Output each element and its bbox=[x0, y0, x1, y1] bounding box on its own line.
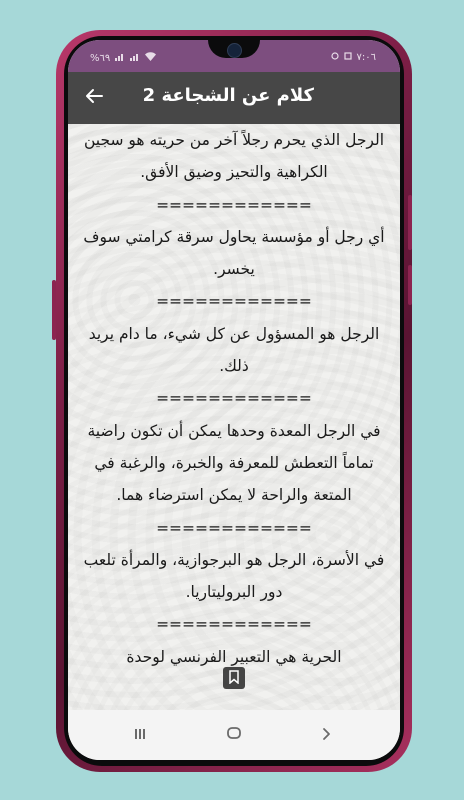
bookmark-icon bbox=[228, 669, 240, 688]
notification-icon bbox=[331, 52, 339, 63]
quotes-content[interactable] bbox=[68, 124, 400, 710]
notification-icon-2 bbox=[344, 52, 352, 63]
separator: ============ bbox=[156, 389, 312, 408]
side-button-left bbox=[52, 280, 56, 340]
back-button[interactable] bbox=[78, 82, 110, 114]
battery-percent: %٦٩ bbox=[90, 52, 111, 64]
nav-back-button[interactable] bbox=[312, 722, 340, 748]
page-title: كلام عن الشجاعة 2 bbox=[142, 85, 314, 106]
quote-text: الرجل الذي يحرم رجلاً آخر من حريته هو سجين الكراهية والتحيز وضيق الأفق. bbox=[83, 131, 385, 182]
status-time-area bbox=[331, 52, 376, 63]
recents-button[interactable] bbox=[126, 722, 154, 748]
chevron-back-icon bbox=[320, 726, 332, 745]
quote-text: أي رجل أو مؤسسة يحاول سرقة كرامتي سوف يخسر. bbox=[83, 227, 385, 279]
power-button bbox=[408, 265, 412, 305]
separator: ============ bbox=[156, 292, 312, 311]
separator: ============ bbox=[156, 518, 312, 537]
volume-button bbox=[408, 195, 412, 250]
arrow-left-icon bbox=[85, 88, 103, 108]
system-nav-bar bbox=[68, 710, 400, 760]
screen bbox=[68, 40, 400, 760]
quote-text: الرجل هو المسؤول عن كل شيء، ما دام يريد ذلك. bbox=[88, 324, 380, 376]
signal-icon-2 bbox=[130, 52, 140, 64]
app-bar bbox=[68, 72, 400, 124]
separator: ============ bbox=[156, 195, 312, 214]
status-time: ٧:٠٦ bbox=[356, 52, 376, 63]
status-indicators bbox=[90, 52, 156, 64]
quotes-text bbox=[68, 124, 400, 673]
quote-text: في الأسرة، الرجل هو البرجوازية، والمرأة تلعب دور البروليتاريا. bbox=[83, 550, 385, 602]
recents-icon bbox=[133, 726, 147, 745]
quote-text: في الرجل المعدة وحدها يمكن أن تكون راضية تماماً التعطش للمعرفة والخبرة، والرغبة في المتعة والراحة لا يمكن استرضاء هما. bbox=[87, 421, 381, 505]
wifi-icon bbox=[145, 52, 156, 64]
home-button[interactable] bbox=[220, 722, 248, 748]
separator: ============ bbox=[156, 615, 312, 634]
signal-icon bbox=[115, 52, 125, 64]
bookmark-float-button[interactable] bbox=[223, 667, 245, 689]
quote-text: الحرية هي التعبير الفرنسي لوحدة bbox=[126, 647, 342, 666]
home-icon bbox=[226, 725, 242, 745]
camera-icon bbox=[227, 43, 242, 58]
